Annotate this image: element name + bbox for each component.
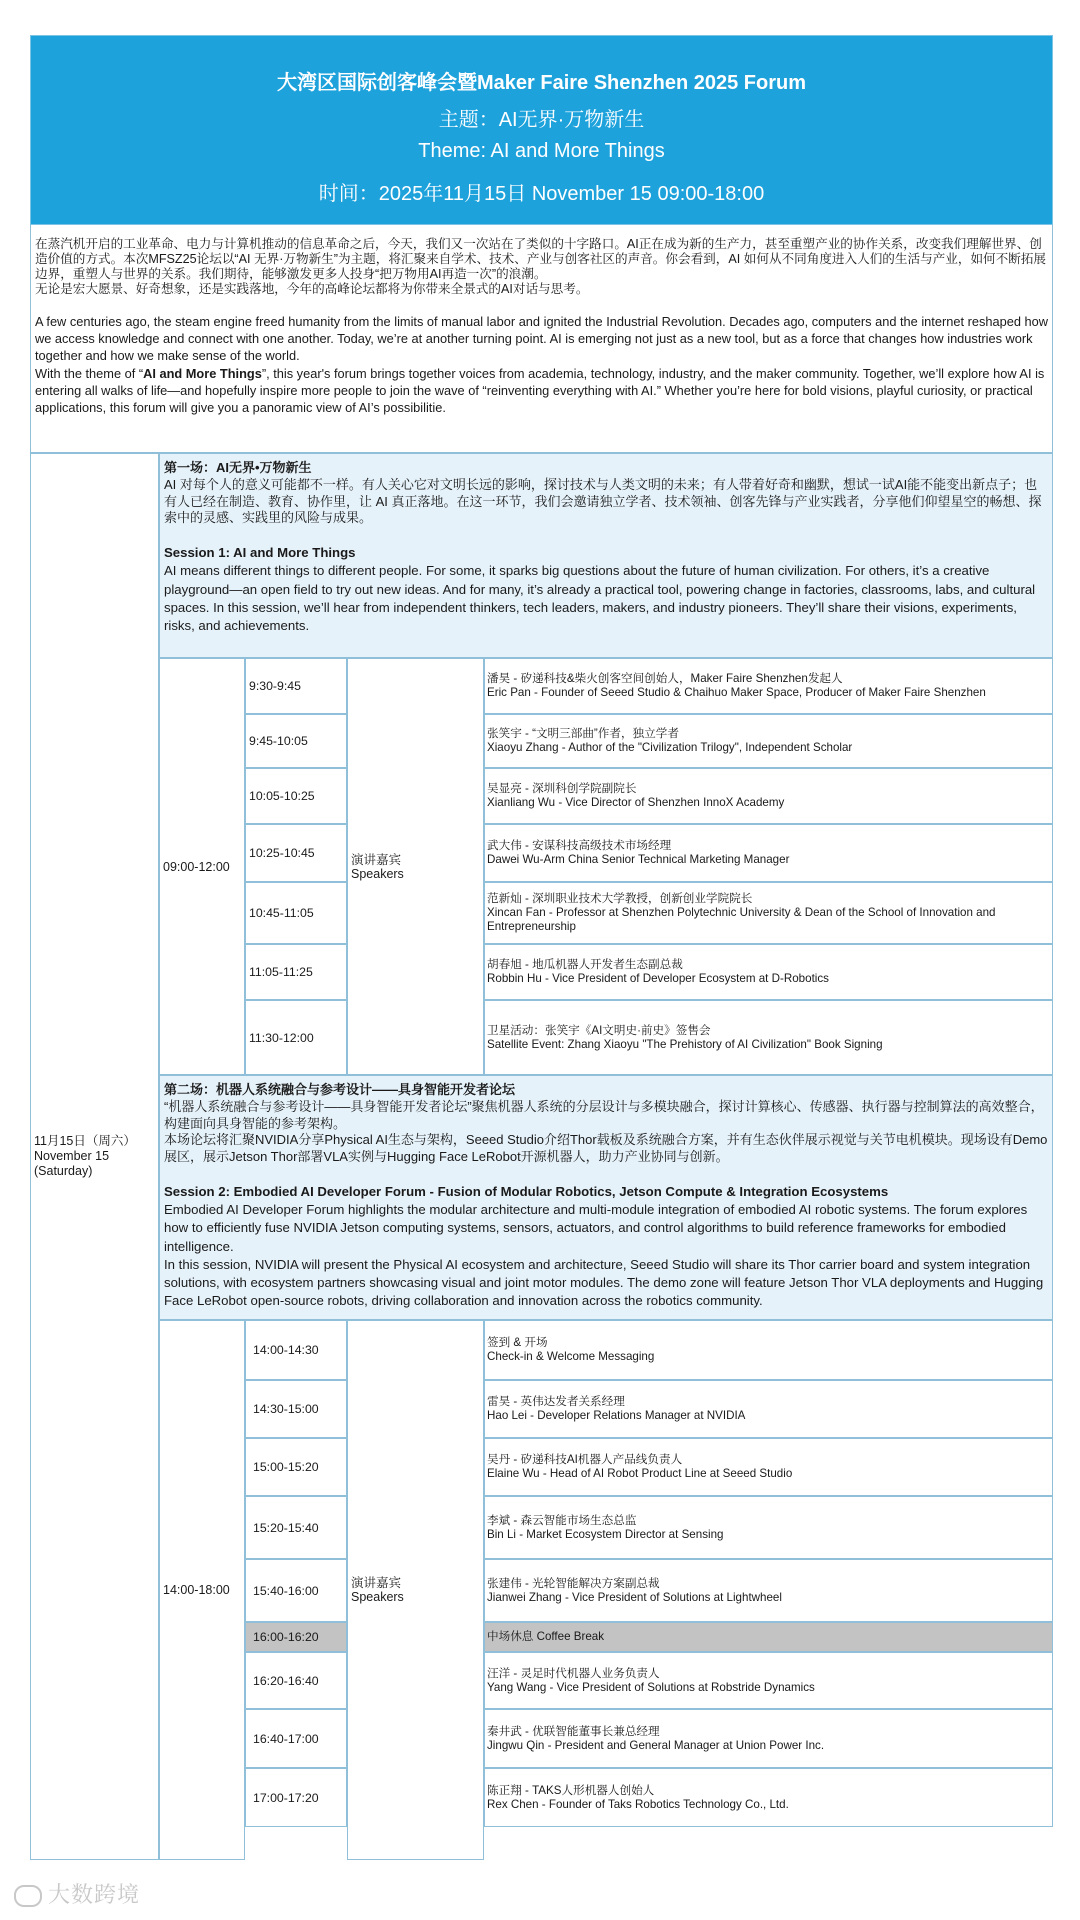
slot-time: 14:00-14:30 [245, 1320, 347, 1380]
speaker-en: Rex Chen - Founder of Taks Robotics Technology Co., Ltd. [487, 1797, 789, 1811]
slot-speaker [484, 1709, 1053, 1768]
session1-desc-cn: AI 对每个人的意义可能都不一样。有人关心它对文明长远的影响，探讨技术与人类文明的未来；有人带着好奇和幽默，想试一试AI能不能变出新点子；也有人已经在制造、教育、协作里，让 AI 真正落地。在这一环节，我们会邀请独立学者、技术领袖、创客先锋与产业实践者，分享他们仰望星空的畅想、探索中的灵感、实践里的风险与成果。 [164, 476, 1042, 526]
date-cell [30, 453, 159, 1860]
speaker-cn: 汪洋 - 灵足时代机器人业务负责人 [487, 1666, 660, 1680]
speaker-cn: 陈正翔 - TAKS人形机器人创始人 [487, 1783, 655, 1797]
slot-speaker [484, 824, 1053, 882]
role-cn: 演讲嘉宾 [351, 1576, 402, 1590]
intro-en-paragraph-2: With the theme of “AI and More Things”, this year's forum brings together voices from academia, technology, industry, and the maker community. Together, we’ll explore how AI is entering all walks of life—and hopefully inspire more people to join the wave of “reinventing everything with AI.” Whether you’re here for bold visions, playful curiosity, or practical applications, this forum will give you a panoramic view of AI’s possibilitie. [35, 365, 1045, 416]
session2-desc-cn-2: 本场论坛将汇聚NVIDIA分享Physical AI生态与架构，Seeed Studio介绍Thor载板及系统融合方案，并有生态伙伴展示视觉与关节电机模块。现场设有Demo展区，展示Jetson Thor部署VLA实例与Hugging Face LeRobot开源机器人，助力产业协同与创新。 [164, 1132, 1048, 1165]
speaker-en: Xiaoyu Zhang - Author of the "Civilization Trilogy", Independent Scholar [487, 741, 853, 754]
speaker-en: Satellite Event: Zhang Xiaoyu "The Prehistory of AI Civilization" Book Signing [487, 1037, 883, 1051]
intro-cn-paragraph-2: 无论是宏大愿景、好奇想象，还是实践落地，今年的高峰论坛都将为你带来全景式的AI对话与思考。 [35, 282, 589, 296]
slot-time: 14:30-15:00 [245, 1380, 347, 1438]
date-cn: 11月15日（周六） [34, 1134, 136, 1148]
slot-speaker [484, 1768, 1053, 1827]
slot-time: 15:40-16:00 [245, 1559, 347, 1622]
slot-time: 10:45-11:05 [245, 882, 347, 944]
speaker-en: Xianliang Wu - Vice Director of Shenzhen InnoX Academy [487, 796, 785, 809]
speaker-cn: 吴丹 - 矽递科技AI机器人产品线负责人 [487, 1453, 683, 1466]
watermark-logo-icon [14, 1885, 42, 1907]
slot-time: 16:20-16:40 [245, 1652, 347, 1709]
session1-title-cn: 第一场：AI无界•万物新生 [164, 460, 312, 475]
slot-time: 16:40-17:00 [245, 1709, 347, 1768]
session1-desc-en: AI means different things to different people. For some, it sparks big questions about the future of human civilization. For others, it’s a creative playground—an open field to try out new ideas. And for many, it’s already a practical tool, powering change in factories, classrooms, labs, and cultural spaces. In this session, we’ll hear from independent thinkers, tech leaders, makers, and industry pioneers. They’ll share their visions, experiments, risks, and achievements. [164, 563, 1036, 633]
speaker-cn: 中场休息 Coffee Break [487, 1630, 605, 1643]
session2-desc-en-1: Embodied AI Developer Forum highlights the modular architecture and multi-module integration of embodied AI robotic systems. The forum explores how to efficiently fuse NVIDIA Jetson computing systems, sensors, actuators, and control algorithms to build reference frameworks for embodied intelligence. [164, 1202, 1028, 1254]
slot-speaker [484, 1320, 1053, 1380]
speaker-en: Yang Wang - Vice President of Solutions at Robstride Dynamics [487, 1680, 815, 1694]
speaker-cn: 签到 & 开场 [487, 1336, 548, 1349]
session2-description [159, 1075, 1053, 1320]
session1-title-en: Session 1: AI and More Things [164, 545, 356, 561]
slot-speaker [484, 658, 1053, 714]
role-en: Speakers [351, 1590, 404, 1604]
speaker-cn: 秦井武 - 优联智能董事长兼总经理 [487, 1724, 660, 1738]
session2-role [347, 1320, 484, 1860]
session1-description [159, 453, 1053, 658]
slot-time: 10:25-10:45 [245, 824, 347, 882]
session2-desc-en-2: In this session, NVIDIA will present the Physical AI ecosystem and architecture, Seeed Studio will share its Thor carrier board and system integration solutions, with ecosystem partners showcasing visual and joint motor modules. The demo zone will feature Jetson Thor VLA deployments and Hugging Face LeRobot open-source robots, driving collaboration and innovation across the robotics community. [164, 1256, 1044, 1309]
intro-section [30, 225, 1053, 453]
slot-speaker [484, 1380, 1053, 1438]
slot-speaker [484, 768, 1053, 824]
slot-time: 11:05-11:25 [245, 944, 347, 1000]
slot-speaker [484, 1000, 1053, 1075]
slot-speaker [484, 714, 1053, 768]
slot-time: 11:30-12:00 [245, 1000, 347, 1075]
slot-time: 15:20-15:40 [245, 1496, 347, 1559]
speaker-en: Eric Pan - Founder of Seeed Studio & Chaihuo Maker Space, Producer of Maker Faire Shenzhen [487, 686, 986, 699]
slot-time: 9:45-10:05 [245, 714, 347, 768]
slot-speaker [484, 1652, 1053, 1709]
intro-cn-paragraph: 在蒸汽机开启的工业革命、电力与计算机推动的信息革命之后，今天，我们又一次站在了类似的十字路口。AI正在成为新的生产力，甚至重塑产业的协作关系，改变我们理解世界、创造价值的方式。本次MFSZ25论坛以“AI 无界·万物新生”为主题，将汇聚来自学术、技术、产业与创客社区的声音。你会看到，AI 如何从不同角度进入人们的生活与产业，如何不断拓展边界，重塑人与世界的关系。我们期待，能够激发更多人投身“把万物用AI再造一次”的浪潮。 [35, 237, 1047, 281]
speaker-cn: 张建伟 - 光轮智能解决方案副总裁 [487, 1576, 660, 1590]
speaker-en: Hao Lei - Developer Relations Manager at NVIDIA [487, 1409, 746, 1422]
slot-time: 16:00-16:20 [245, 1622, 347, 1652]
slot-time: 10:05-10:25 [245, 768, 347, 824]
forum-title: 大湾区国际创客峰会暨Maker Faire Shenzhen 2025 Forum [276, 72, 806, 94]
event-time: 时间：2025年11月15日 November 15 09:00-18:00 [318, 183, 765, 205]
slot-speaker [484, 1622, 1053, 1652]
speaker-en: Dawei Wu-Arm China Senior Technical Marketing Manager [487, 853, 790, 866]
speaker-cn: 吴显亮 - 深圳科创学院副院长 [487, 782, 637, 795]
header-banner [30, 35, 1053, 225]
theme-cn: 主题：AI无界·万物新生 [438, 109, 645, 131]
speaker-cn: 张笑宇 - “文明三部曲”作者，独立学者 [487, 727, 679, 740]
speaker-cn: 卫星活动：张笑宇《AI文明史·前史》签售会 [487, 1023, 711, 1037]
speaker-cn: 胡春旭 - 地瓜机器人开发者生态副总裁 [487, 958, 683, 971]
slot-speaker [484, 1496, 1053, 1559]
slot-time: 17:00-17:20 [245, 1768, 347, 1827]
speaker-cn: 武大伟 - 安谋科技高级技术市场经理 [487, 839, 672, 852]
session1-block-time: 09:00-12:00 [159, 658, 245, 1075]
date-en: November 15 [34, 1149, 110, 1163]
session1-role [347, 658, 484, 1075]
speaker-cn: 潘昊 - 矽递科技&柴火创客空间创始人，Maker Faire Shenzhen发起人 [487, 672, 843, 685]
theme-highlight: AI and More Things [143, 365, 262, 381]
speaker-cn: 雷昊 - 英伟达发者关系经理 [487, 1395, 625, 1408]
role-en: Speakers [351, 866, 404, 881]
session2-block-time: 14:00-18:00 [159, 1320, 245, 1860]
speaker-en: Check-in & Welcome Messaging [487, 1350, 655, 1363]
intro-en-paragraph: A few centuries ago, the steam engine freed humanity from the limits of manual labor and ignited the Industrial Revolution. Decades ago, computers and the internet reshaped how we access knowledge and connect with one another. Today, we’re at another turning point. AI is emerging not just as a new tool, but as a force that changes how industries work together and how we make sense of the world. [35, 314, 1048, 364]
speaker-cn: 范新灿 - 深圳职业技术大学教授，创新创业学院院长 [487, 892, 753, 905]
slot-speaker [484, 882, 1053, 944]
slot-speaker [484, 944, 1053, 1000]
session2-title-en: Session 2: Embodied AI Developer Forum - Fusion of Modular Robotics, Jetson Compute & Integration Ecosystems [164, 1183, 889, 1199]
session2-title-cn: 第二场：机器人系统融合与参考设计——具身智能开发者论坛 [164, 1082, 516, 1097]
watermark: 大数跨境 [14, 1878, 140, 1909]
agenda-document [30, 35, 1053, 1860]
speaker-en: Jianwei Zhang - Vice President of Solutions at Lightwheel [487, 1590, 782, 1604]
slot-speaker [484, 1559, 1053, 1622]
date-weekday: (Saturday) [34, 1164, 93, 1178]
slot-time: 9:30-9:45 [245, 658, 347, 714]
speaker-en: Jingwu Qin - President and General Manager at Union Power Inc. [487, 1738, 825, 1752]
role-cn: 演讲嘉宾 [351, 852, 402, 867]
session2-desc-cn-1: “机器人系统融合与参考设计——具身智能开发者论坛”聚焦机器人系统的分层设计与多模块融合，探讨计算核心、传感器、执行器与控制算法的高效整合，构建面向具身智能的参考架构。 [164, 1098, 1044, 1131]
slot-speaker [484, 1438, 1053, 1496]
theme-en: Theme: AI and More Things [418, 140, 665, 162]
slot-time: 15:00-15:20 [245, 1438, 347, 1496]
speaker-en: Xincan Fan - Professor at Shenzhen Polytechnic University & Dean of the School of Innovation and Entrepreneurship [487, 906, 996, 933]
speaker-en: Robbin Hu - Vice President of Developer Ecosystem at D-Robotics [487, 972, 829, 985]
speaker-en: Bin Li - Market Ecosystem Director at Sensing [487, 1527, 724, 1541]
speaker-cn: 李斌 - 森云智能市场生态总监 [487, 1513, 637, 1527]
speaker-en: Elaine Wu - Head of AI Robot Product Line at Seeed Studio [487, 1467, 793, 1480]
